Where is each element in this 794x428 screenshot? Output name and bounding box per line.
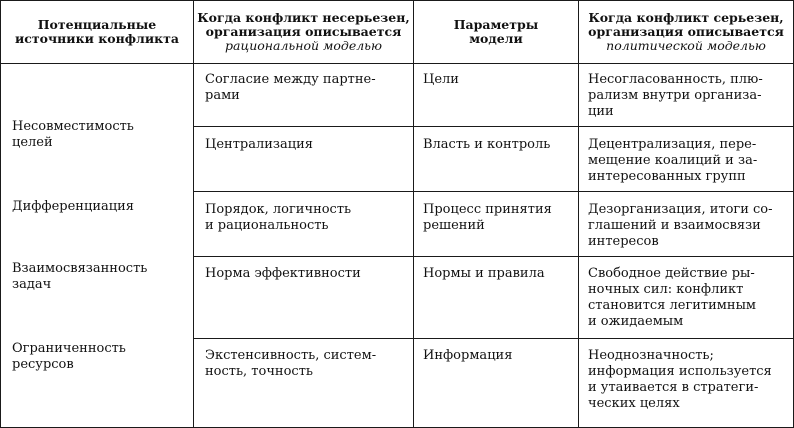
row-5-political: Неоднозначность; информация используется и утаивается в стратеги- ческих целях bbox=[588, 348, 772, 411]
row-2-param: Власть и контроль bbox=[423, 137, 551, 152]
row-1-rational: Согласие между партне- рами bbox=[205, 72, 376, 103]
row-2-rational: Централизация bbox=[205, 137, 313, 152]
rule-header-bottom bbox=[0, 63, 794, 64]
row-2-political: Децентрализация, пере- мещение коалиций и за- интересованных групп bbox=[588, 137, 758, 184]
source-goals: Несовместимость целей bbox=[12, 119, 134, 150]
rule-top bbox=[0, 0, 794, 1]
rule-col-3 bbox=[578, 0, 579, 428]
row-4-param: Нормы и правила bbox=[423, 266, 545, 281]
rule-col-left bbox=[0, 0, 1, 428]
rule-row-2 bbox=[193, 191, 794, 192]
row-4-political: Свободное действие ры- ночных сил: конфликт становится легитимным и ожидаемым bbox=[588, 266, 757, 329]
source-task-interdependence: Взаимосвязанность задач bbox=[12, 261, 148, 292]
header-rational: Когда конфликт несерьезен, организация описывается рациональной моделью bbox=[197, 10, 410, 53]
rule-row-1 bbox=[193, 126, 794, 127]
rule-col-1 bbox=[193, 0, 194, 428]
row-1-param: Цели bbox=[423, 72, 459, 87]
source-limited-resources: Ограниченность ресурсов bbox=[12, 341, 126, 372]
rule-row-3 bbox=[193, 256, 794, 257]
source-differentiation: Дифференциация bbox=[12, 199, 134, 214]
row-3-param: Процесс принятия решений bbox=[423, 202, 552, 233]
header-params: Параметры модели bbox=[453, 17, 539, 46]
row-3-rational: Порядок, логичность и рациональность bbox=[205, 202, 352, 233]
header-sources: Потенциальные источники конфликта bbox=[15, 17, 179, 46]
rule-row-4 bbox=[193, 338, 794, 339]
row-5-rational: Экстенсивность, систем- ность, точность bbox=[205, 348, 377, 379]
row-5-param: Информация bbox=[423, 348, 513, 363]
header-political: Когда конфликт серьезен, организация описывается политической моделью bbox=[588, 10, 784, 53]
row-1-political: Несогласованность, плю- рализм внутри организа- ции bbox=[588, 72, 763, 119]
row-3-political: Дезорганизация, итоги со- глашений и взаимосвязи интересов bbox=[588, 202, 773, 249]
rule-col-2 bbox=[413, 0, 414, 428]
row-4-rational: Норма эффективности bbox=[205, 266, 361, 281]
